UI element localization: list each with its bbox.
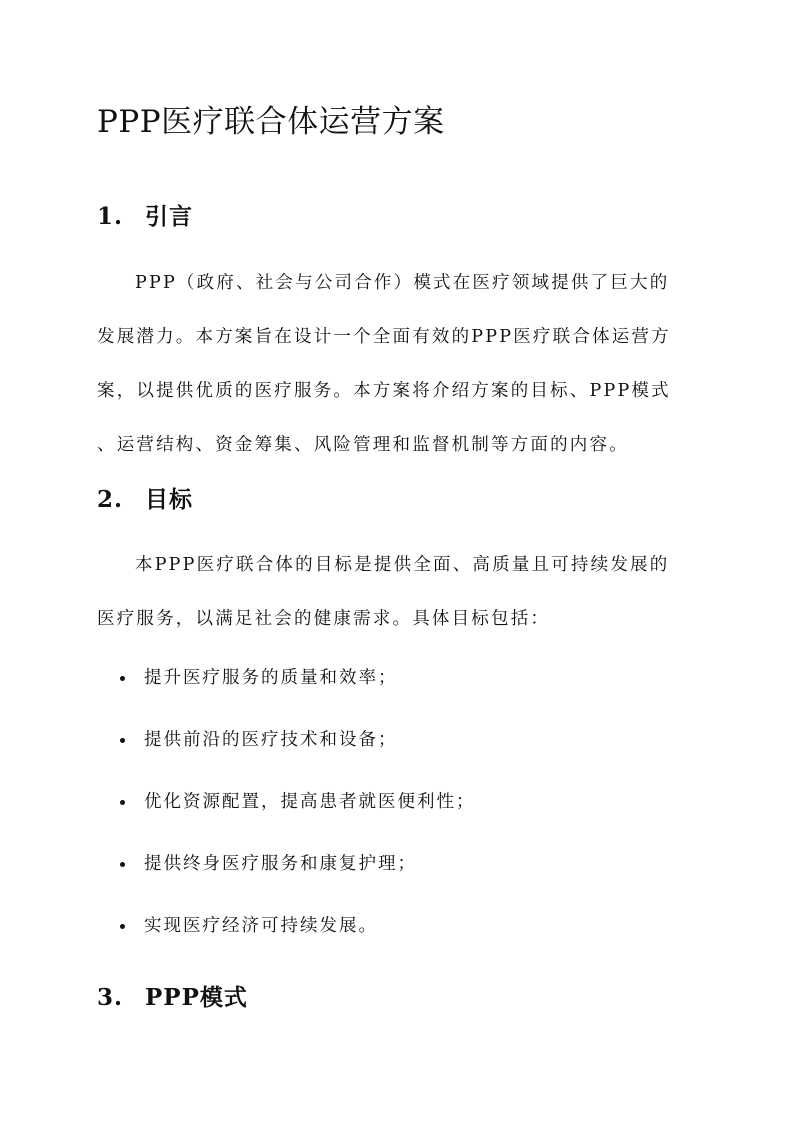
list-item-text: 优化资源配置，提高患者就医便利性； — [144, 792, 476, 812]
list-item-text: 提供前沿的医疗技术和设备； — [144, 730, 398, 750]
list-item-text: 实现医疗经济可持续发展。 — [144, 916, 378, 936]
section-1-number: 1. — [97, 203, 124, 230]
bullet-icon — [120, 676, 125, 681]
paragraph-line: 本PPP医疗联合体的目标是提供全面、高质量且可持续发展的 — [135, 555, 670, 575]
list-item-text: 提供终身医疗服务和康复护理； — [144, 854, 417, 874]
paragraph-line: PPP（政府、社会与公司合作）模式在医疗领域提供了巨大的 — [135, 273, 670, 293]
list-item — [120, 787, 476, 849]
bullet-icon — [120, 800, 125, 805]
list-item — [120, 911, 476, 973]
section-2-heading — [97, 481, 193, 514]
section-3-title: PPP模式 — [145, 984, 248, 1011]
paragraph-line: 案，以提供优质的医疗服务。本方案将介绍方案的目标、PPP模式 — [97, 381, 671, 401]
paragraph-line: 发展潜力。本方案旨在设计一个全面有效的PPP医疗联合体运营方 — [97, 327, 671, 347]
list-item-text: 提升医疗服务的质量和效率； — [144, 668, 398, 688]
bullet-icon — [120, 862, 125, 867]
bullet-icon — [120, 924, 125, 929]
section-1-heading — [97, 198, 193, 231]
list-item — [120, 663, 476, 725]
section-1-title: 引言 — [145, 203, 194, 230]
section-2-number: 2. — [97, 486, 124, 513]
list-item — [120, 725, 476, 787]
section-3-heading — [97, 979, 248, 1012]
paragraph-line: 医疗服务，以满足社会的健康需求。具体目标包括： — [97, 609, 551, 629]
paragraph-line: 、运营结构、资金筹集、风险管理和监督机制等方面的内容。 — [97, 435, 629, 455]
section-1-paragraph — [97, 268, 697, 484]
section-2-paragraph — [97, 550, 697, 658]
list-item — [120, 849, 476, 911]
goals-list — [120, 663, 476, 973]
document-title: PPP医疗联合体运营方案 — [97, 104, 445, 140]
section-3-number: 3. — [97, 984, 124, 1011]
section-2-title: 目标 — [145, 486, 194, 513]
bullet-icon — [120, 738, 125, 743]
